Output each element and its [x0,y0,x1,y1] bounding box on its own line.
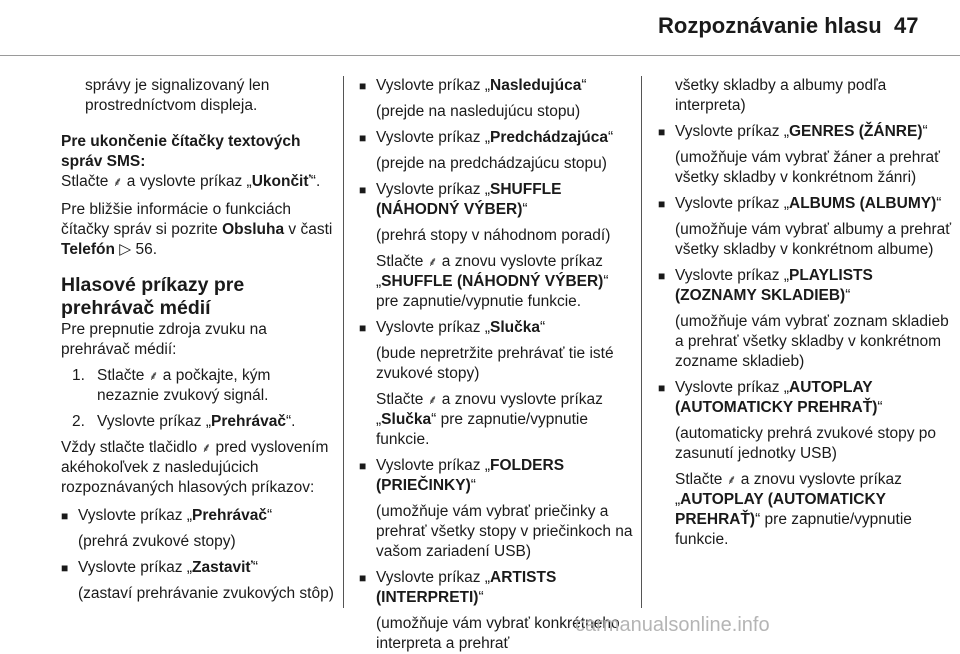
command-description: (automaticky prehrá zvukové stopy po zasunutí jednotky USB) [675,425,937,462]
talk-button-icon: ⸙ [427,254,438,269]
list-item: ■ Vyslovte príkaz „Slučka“ [359,318,635,338]
list-item: 1. Stlačte ⸙ a počkajte, kým nezaznie zvukový signál. [72,367,271,404]
command-description: (zastaví prehrávanie zvukových stôp) [78,585,334,602]
column-2 [359,76,635,654]
command-description: (umožňuje vám vybrať priečinky a prehrať všetky stopy v priečinkoch na vašom zariadení USB) [376,503,633,560]
talk-button-icon: ⸙ [201,440,212,455]
command-description: (umožňuje vám vybrať konkrétneho interpreta a prehrať [376,615,620,652]
command-note: Stlačte ⸙ a znovu vyslovte príkaz „Slučka“ pre zapnutie/vypnutie funkcie. [376,391,603,448]
command-note: Stlačte ⸙ a znovu vyslovte príkaz „AUTOPLAY (AUTOMATICKY PREHRAŤ)“ pre zapnutie/vypnutie funkcie. [675,471,912,548]
list-item: ■ Vyslovte príkaz „Predchádzajúca“ [359,128,635,148]
intro-text: správy je signalizovaný len prostredníctvom displeja. [85,77,270,114]
list-item: ■ Vyslovte príkaz „SHUFFLE (NÁHODNÝ VÝBER)“ [359,180,635,220]
command-description: (bude nepretržite prehrávať tie isté zvukové stopy) [376,345,614,382]
page-number: 47 [894,13,919,38]
list-item: ■ Vyslovte príkaz „ALBUMS (ALBUMY)“ [658,194,954,214]
header-rule [0,55,960,56]
list-item: ■ Vyslovte príkaz „PLAYLISTS (ZOZNAMY SKLADIEB)“ [658,266,954,306]
command-description: (prejde na predchádzajúcu stopu) [376,155,607,172]
sms-heading: Pre ukončenie čítačky textových správ SMS: [61,133,301,170]
command-description: (prejde na nasledujúcu stopu) [376,103,581,120]
command-description: (umožňuje vám vybrať žáner a prehrať všetky skladby v konkrétnom žánri) [675,149,940,186]
command-description: všetky skladby a albumy podľa interpreta) [675,77,887,114]
talk-button-icon: ⸙ [112,174,123,189]
list-item: ■ Vyslovte príkaz „Prehrávač“ [61,506,335,526]
list-item: ■ Vyslovte príkaz „Zastaviť“ [61,558,335,578]
column-1 [61,76,335,604]
command-description: (umožňuje vám vybrať albumy a prehrať všetky skladby v konkrétnom albume) [675,221,952,258]
list-item: ■ Vyslovte príkaz „Nasledujúca“ [359,76,635,96]
page-title: Rozpoznávanie hlasu [658,13,882,38]
list-item: ■ Vyslovte príkaz „FOLDERS (PRIEČINKY)“ [359,456,635,496]
reference-arrow-icon: ▷ [114,241,132,258]
command-description: (prehrá zvukové stopy) [78,533,236,550]
list-item: ■ Vyslovte príkaz „AUTOPLAY (AUTOMATICKY PREHRAŤ)“ [658,378,954,418]
sms-instruction: Stlačte ⸙ a vyslovte príkaz „Ukončiť“. [61,173,321,190]
section-heading: Hlasové príkazy pre prehrávač médií [61,274,245,319]
column-3 [658,76,954,550]
always-text: Vždy stlačte tlačidlo ⸙ pred vyslovením akéhokoľvek z nasledujúcich rozpoznávaných hlasových príkazov: [61,439,329,496]
list-item: 2. Vyslovte príkaz „Prehrávač“. [72,413,296,430]
list-item: ■ Vyslovte príkaz „ARTISTS (INTERPRETI)“ [359,568,635,608]
column-divider [641,76,642,608]
switch-text: Pre prepnutie zdroja zvuku na prehrávač médií: [61,321,267,358]
more-info-text: Pre bližšie informácie o funkciách čítačky správ si pozrite Obsluha v časti Telefón ▷ 56. [61,201,333,258]
command-description: (prehrá stopy v náhodnom poradí) [376,227,611,244]
talk-button-icon: ⸙ [427,392,438,407]
talk-button-icon: ⸙ [148,368,159,383]
list-item: ■ Vyslovte príkaz „GENRES (ŽÁNRE)“ [658,122,954,142]
column-divider [343,76,344,608]
watermark: carmanualsonline.info [575,614,770,636]
command-note: Stlačte ⸙ a znovu vyslovte príkaz „SHUFFLE (NÁHODNÝ VÝBER)“ pre zapnutie/vypnutie funkcie. [376,253,609,310]
command-description: (umožňuje vám vybrať zoznam skladieb a prehrať všetky skladby v konkrétnom zozname skladieb) [675,313,949,370]
talk-button-icon: ⸙ [726,472,737,487]
